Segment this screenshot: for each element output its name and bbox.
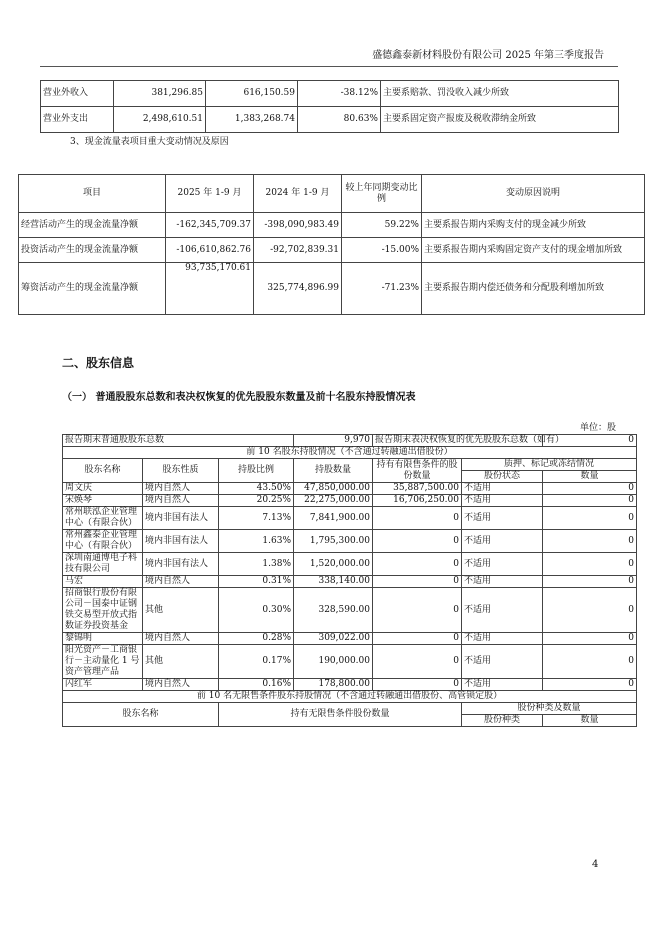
nature-cell: 境内自然人 [143, 679, 219, 691]
ratio-cell: 0.17% [219, 645, 294, 679]
item-cell: 营业外支出 [41, 107, 114, 133]
header-reason: 变动原因说明 [422, 175, 645, 213]
nature-cell: 境内非国有法人 [143, 553, 219, 576]
table-header-row [63, 459, 637, 471]
item-cell: 投资活动产生的现金流量净额 [19, 238, 166, 263]
ratio-cell: 20.25% [219, 495, 294, 507]
pledge-status-cell: 不适用 [462, 495, 543, 507]
cashflow-table [18, 174, 645, 315]
ratio-cell: 0.28% [219, 633, 294, 645]
value-2024-cell: 616,150.59 [206, 81, 298, 107]
nature-cell: 境内自然人 [143, 633, 219, 645]
shares-cell: 7,841,900.00 [294, 507, 373, 530]
value-2024-cell: -92,702,839.31 [254, 238, 342, 263]
pledge-status-cell: 不适用 [462, 576, 543, 588]
table-header-row [63, 703, 637, 715]
caption-row [63, 447, 637, 459]
restricted-cell: 0 [373, 679, 462, 691]
restricted-cell: 0 [373, 588, 462, 633]
nature-cell: 境内自然人 [143, 495, 219, 507]
pledge-status-cell: 不适用 [462, 483, 543, 495]
table-row [19, 263, 645, 315]
shareholder-name-cell: 深圳南通博电子科技有限公司 [63, 553, 143, 576]
nature-cell: 境内非国有法人 [143, 530, 219, 553]
shareholder-name-cell: 宋焕琴 [63, 495, 143, 507]
table-row [63, 576, 637, 588]
value-2024-cell: 325,774,896.99 [254, 263, 342, 315]
shares-cell: 47,850,000.00 [294, 483, 373, 495]
table-row [63, 483, 637, 495]
income-change-table [40, 80, 619, 133]
header-pledge: 质押、标记或冻结情况 [462, 459, 637, 471]
restricted-cell: 35,887,500.00 [373, 483, 462, 495]
header-rule [40, 66, 618, 67]
header-nature: 股东性质 [143, 459, 219, 483]
total-value: 9,970 [294, 435, 373, 447]
section-title: 二、股东信息 [62, 356, 135, 370]
value-2025-cell: 2,498,610.51 [114, 107, 206, 133]
change-pct-cell: 59.22% [342, 213, 422, 238]
nature-cell: 其他 [143, 645, 219, 679]
header-2024: 2024 年 1-9 月 [254, 175, 342, 213]
pref-label: 报告期末表决权恢复的优先股股东总数（如有） [373, 435, 543, 447]
item-cell: 筹资活动产生的现金流量净额 [19, 263, 166, 315]
item-cell: 经营活动产生的现金流量净额 [19, 213, 166, 238]
table-row [19, 213, 645, 238]
pledge-qty-cell: 0 [543, 645, 637, 679]
pledge-qty-cell: 0 [543, 576, 637, 588]
pledge-status-cell: 不适用 [462, 679, 543, 691]
ratio-cell: 43.50% [219, 483, 294, 495]
shareholder-table [62, 434, 637, 727]
pledge-qty-cell: 0 [543, 679, 637, 691]
nature-cell: 境内自然人 [143, 483, 219, 495]
shareholder-name-cell: 闪红军 [63, 679, 143, 691]
pledge-qty-cell: 0 [543, 588, 637, 633]
change-pct-cell: -15.00% [342, 238, 422, 263]
nature-cell: 境内非国有法人 [143, 507, 219, 530]
shareholder-name-cell: 招商银行股份有限公司－国泰中证钢铁交易型开放式指数证券投资基金 [63, 588, 143, 633]
shareholder-name-cell: 常州鑫泰企业管理中心（有限合伙） [63, 530, 143, 553]
caption-row [63, 691, 637, 703]
shares-cell: 1,520,000.00 [294, 553, 373, 576]
change-pct-cell: -71.23% [342, 263, 422, 315]
table-row [63, 588, 637, 633]
reason-cell: 主要系报告期内采购支付的现金减少所致 [422, 213, 645, 238]
subsection-title: （一） 普通股股东总数和表决权恢复的优先股股东数量及前十名股东持股情况表 [62, 392, 416, 403]
unit-label: 单位：股 [579, 423, 616, 433]
header-change-pct: 较上年同期变动比例 [342, 175, 422, 213]
shareholder-name-cell: 阳光资产－工商银行－主动量化 1 号资产管理产品 [63, 645, 143, 679]
shares-cell: 22,275,000.00 [294, 495, 373, 507]
ratio-cell: 7.13% [219, 507, 294, 530]
header-restricted: 持有有限售条件的股份数量 [373, 459, 462, 483]
pledge-qty-cell: 0 [543, 553, 637, 576]
header-name: 股东名称 [63, 459, 143, 483]
ratio-cell: 1.63% [219, 530, 294, 553]
restricted-cell: 0 [373, 507, 462, 530]
value-2025-cell: -162,345,709.37 [166, 213, 254, 238]
restricted-cell: 0 [373, 530, 462, 553]
shares-cell: 190,000.00 [294, 645, 373, 679]
header-kind-group: 股份种类及数量 [462, 703, 637, 715]
header-qty: 数量 [543, 471, 637, 483]
ratio-cell: 0.30% [219, 588, 294, 633]
pledge-status-cell: 不适用 [462, 645, 543, 679]
pref-value: 0 [543, 435, 637, 447]
restricted-cell: 0 [373, 576, 462, 588]
item-cell: 营业外收入 [41, 81, 114, 107]
restricted-cell: 0 [373, 633, 462, 645]
table-row [19, 238, 645, 263]
pledge-qty-cell: 0 [543, 483, 637, 495]
shareholder-name-cell: 常州联泓企业管理中心（有限合伙） [63, 507, 143, 530]
value-2025-cell: -106,610,862.76 [166, 238, 254, 263]
header-shares: 持股数量 [294, 459, 373, 483]
ratio-cell: 0.31% [219, 576, 294, 588]
page-number: 4 [592, 859, 599, 870]
change-pct-cell: 80.63% [298, 107, 381, 133]
shareholder-name-cell: 黎锦明 [63, 633, 143, 645]
header-ratio: 持股比例 [219, 459, 294, 483]
table-row [63, 530, 637, 553]
restricted-cell: 0 [373, 645, 462, 679]
pledge-status-cell: 不适用 [462, 507, 543, 530]
cashflow-caption: 3、现金流量表项目重大变动情况及原因 [70, 137, 229, 147]
table-row [63, 553, 637, 576]
shares-cell: 338,140.00 [294, 576, 373, 588]
reason-cell: 主要系赔款、罚没收入减少所致 [381, 81, 619, 107]
pledge-status-cell: 不适用 [462, 588, 543, 633]
shares-cell: 1,795,300.00 [294, 530, 373, 553]
pledge-qty-cell: 0 [543, 633, 637, 645]
value-2024-cell: 1,383,268.74 [206, 107, 298, 133]
restricted-cell: 16,706,250.00 [373, 495, 462, 507]
table-header-row [19, 175, 645, 213]
header-item: 项目 [19, 175, 166, 213]
top10-caption: 前 10 名股东持股情况（不含通过转融通出借股份） [63, 447, 637, 459]
table-row [63, 495, 637, 507]
shareholder-name-cell: 马宏 [63, 576, 143, 588]
header-unrestricted-name: 股东名称 [63, 703, 219, 727]
header-kind: 股份种类 [462, 715, 543, 727]
ratio-cell: 0.16% [219, 679, 294, 691]
restricted-cell: 0 [373, 553, 462, 576]
table-row [63, 633, 637, 645]
table-row [41, 107, 619, 133]
unrestricted-caption: 前 10 名无限售条件股东持股情况（不含通过转融通出借股份、高管锁定股） [63, 691, 637, 703]
reason-cell: 主要系报告期内采购固定资产支付的现金增加所致 [422, 238, 645, 263]
table-row [63, 679, 637, 691]
total-label: 报告期末普通股股东总数 [63, 435, 294, 447]
pledge-status-cell: 不适用 [462, 633, 543, 645]
table-row [63, 645, 637, 679]
reason-cell: 主要系固定资产报废及税收滞纳金所致 [381, 107, 619, 133]
header-unrestricted-qty: 持有无限售条件股份数量 [219, 703, 462, 727]
report-header: 盛德鑫泰新材料股份有限公司 2025 年第三季度报告 [372, 50, 604, 61]
value-2025-cell: 381,296.85 [114, 81, 206, 107]
change-pct-cell: -38.12% [298, 81, 381, 107]
shareholder-name-cell: 周文庆 [63, 483, 143, 495]
nature-cell: 其他 [143, 588, 219, 633]
ratio-cell: 1.38% [219, 553, 294, 576]
shares-cell: 309,022.00 [294, 633, 373, 645]
value-2024-cell: -398,090,983.49 [254, 213, 342, 238]
shares-cell: 328,590.00 [294, 588, 373, 633]
reason-cell: 主要系报告期内偿还债务和分配股利增加所致 [422, 263, 645, 315]
header-count: 数量 [543, 715, 637, 727]
total-shareholders-row [63, 435, 637, 447]
pledge-qty-cell: 0 [543, 495, 637, 507]
nature-cell: 境内自然人 [143, 576, 219, 588]
header-status: 股份状态 [462, 471, 543, 483]
pledge-status-cell: 不适用 [462, 553, 543, 576]
shares-cell: 178,800.00 [294, 679, 373, 691]
value-2025-cell: 93,735,170.61 [166, 263, 254, 315]
header-2025: 2025 年 1-9 月 [166, 175, 254, 213]
table-row [41, 81, 619, 107]
table-row [63, 507, 637, 530]
pledge-status-cell: 不适用 [462, 530, 543, 553]
pledge-qty-cell: 0 [543, 507, 637, 530]
pledge-qty-cell: 0 [543, 530, 637, 553]
